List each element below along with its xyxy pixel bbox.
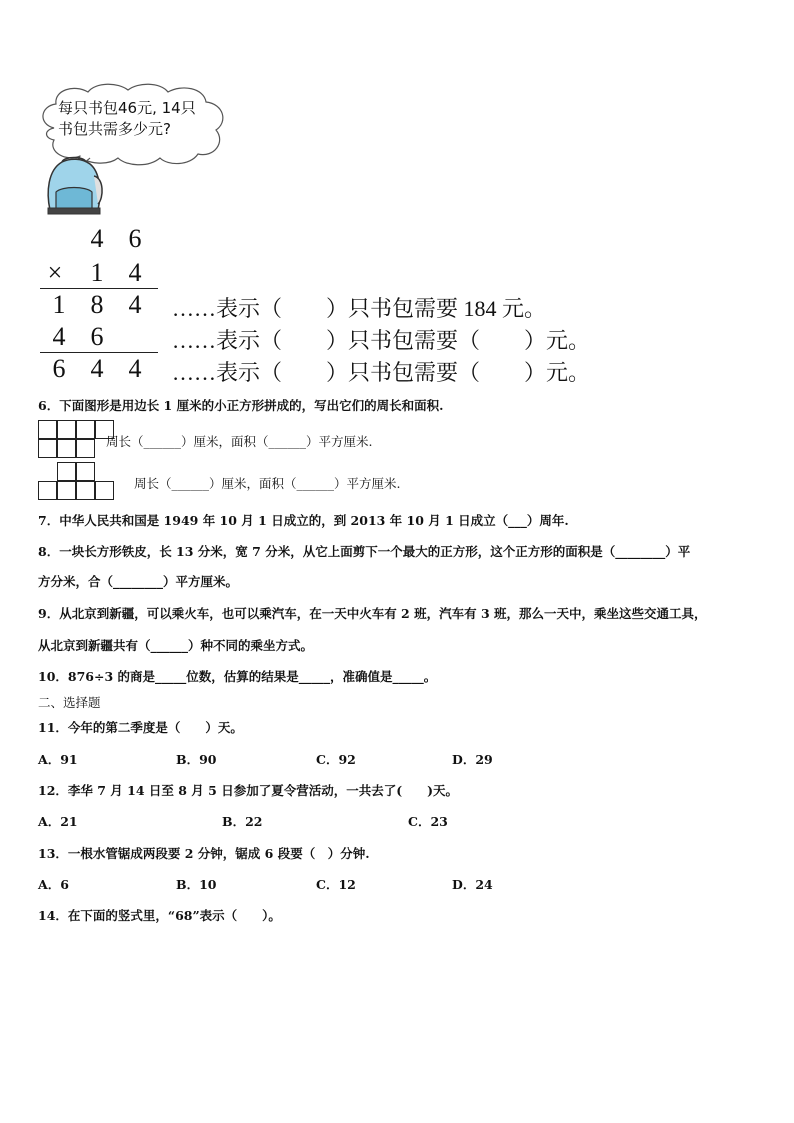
q12-option-c[interactable]: C．23 [408, 814, 448, 829]
digit: 1 [52, 290, 66, 319]
digit: 1 [90, 258, 104, 287]
q13-option-d[interactable]: D．24 [452, 877, 493, 892]
question-12: 12．李华 7 月 14 日至 8 月 5 日参加了夏令营活动，一共去了( )天。 [38, 783, 459, 798]
digit: 6 [90, 322, 104, 351]
question-11: 11．今年的第二季度是（ ）天。 [38, 720, 243, 735]
question-14: 14．在下面的竖式里，“68”表示（ ）。 [38, 908, 281, 923]
question-9-line-1: 9．从北京到新疆，可以乘火车，也可以乘汽车，在一天中火车有 2 班，汽车有 3 班，那么一天中，乘坐这些交通工具， [38, 606, 707, 621]
times-sign: × [47, 258, 63, 287]
question-8-line-1: 8．一块长方形铁皮，长 13 分米，宽 7 分米，从它上面剪下一个最大的正方形，这个正方形的面积是（________）平 [38, 544, 691, 559]
question-8-line-2: 方分米，合（________）平方厘米。 [38, 574, 239, 589]
digit: 8 [90, 290, 104, 319]
question-10: 10．876÷3 的商是_____位数，估算的结果是_____，准确值是_____。 [38, 669, 437, 684]
q13-option-b[interactable]: B．10 [176, 877, 217, 892]
digit: 4 [90, 354, 104, 383]
question-9-line-2: 从北京到新疆共有（______）种不同的乘坐方式。 [38, 638, 314, 653]
q12-option-b[interactable]: B．22 [222, 814, 263, 829]
divider-line [40, 288, 158, 289]
q11-option-a[interactable]: A．91 [38, 752, 78, 767]
digit: 4 [52, 322, 66, 351]
digit: 4 [90, 224, 104, 253]
digit: 4 [128, 290, 142, 319]
q11-option-d[interactable]: D．29 [452, 752, 493, 767]
q13-option-a[interactable]: A．6 [38, 877, 69, 892]
vertical-calculation [40, 222, 160, 382]
backpack-icon [40, 152, 106, 218]
question-7: 7．中华人民共和国是 1949 年 10 月 1 日成立的，到 2013 年 10 月 1 日成立（___）周年. [38, 513, 569, 528]
q11-option-c[interactable]: C．92 [316, 752, 356, 767]
calc-note-1: ……表示（ ）只书包需要 184 元。 [172, 296, 547, 321]
calc-note-3: ……表示（ ）只书包需要（ ）元。 [172, 360, 591, 385]
bubble-line-2: 书包共需多少元? [58, 120, 171, 138]
q13-option-c[interactable]: C．12 [316, 877, 356, 892]
bubble-line-1: 每只书包46元, 14只 [58, 99, 196, 117]
section-heading: 二、选择题 [38, 695, 101, 710]
digit: 4 [128, 258, 142, 287]
question-6: 6．下面图形是用边长 1 厘米的小正方形拼成的，写出它们的周长和面积. [38, 398, 444, 413]
q11-option-b[interactable]: B．90 [176, 752, 217, 767]
digit: 4 [128, 354, 142, 383]
shape-1-answer: 周长（______）厘米，面积（______）平方厘米. [106, 434, 373, 449]
digit: 6 [128, 224, 142, 253]
question-13: 13．一根水管锯成两段要 2 分钟，锯成 6 段要（ ）分钟. [38, 846, 370, 861]
grid-shape-2 [38, 462, 120, 502]
q12-option-a[interactable]: A．21 [38, 814, 78, 829]
digit: 6 [52, 354, 66, 383]
shape-2-answer: 周长（______）厘米，面积（______）平方厘米. [134, 476, 401, 491]
calc-note-2: ……表示（ ）只书包需要（ ）元。 [172, 328, 591, 353]
divider-line [40, 352, 158, 353]
